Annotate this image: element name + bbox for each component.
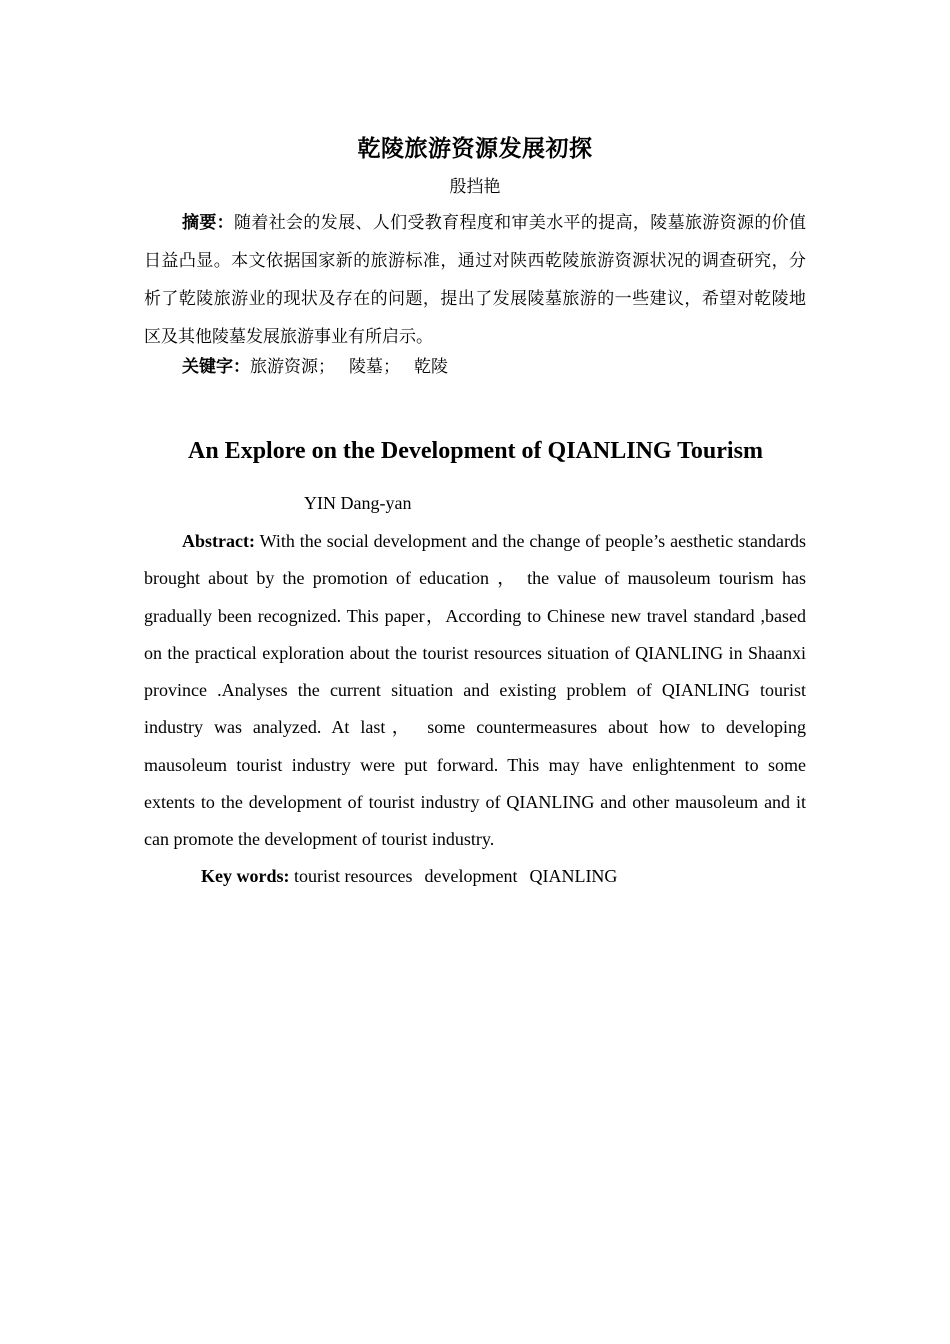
chinese-title: 乾陵旅游资源发展初探 [357,136,593,162]
chinese-abstract-label: 摘要： [182,213,235,233]
english-keyword: development [424,866,518,886]
chinese-author: 殷挡艳 [449,177,501,197]
english-abstract-text: With the social development and the change of people’s aesthetic standards brought about by the promotion of education ， the value of mausoleum tourism has gradually been recognized. This paper，According to Chinese new travel standard ,based on the practical exploration about the tourist resources situation of QIANLING in Shaanxi province .Analyses the current situation and existing problem of QIANLING tourist industry was analyzed. At last， some countermeasures about how to developing mausoleum tourist industry were put forward. This may have enlightenment to some extents to the development of tourist industry of QIANLING and other mausoleum and it can promote the development of tourist industry. [144,531,806,850]
english-keyword: tourist resources [294,866,413,886]
chinese-keywords [182,351,462,383]
english-keyword: QIANLING [529,866,618,886]
english-title: An Explore on the Development of QIANLING Tourism [188,438,763,464]
chinese-abstract [144,204,806,356]
english-keywords-label: Key words: [201,866,290,886]
english-abstract [144,523,806,859]
english-abstract-label: Abstract: [182,531,255,551]
english-keywords [201,861,629,891]
english-author: YIN Dang-yan [304,493,412,513]
chinese-abstract-text: 随着社会的发展、人们受教育程度和审美水平的提高，陵墓旅游资源的价值日益凸显。本文依据国家新的旅游标准，通过对陕西乾陵旅游资源状况的调查研究，分析了乾陵旅游业的现状及存在的问题，提出了发展陵墓旅游的一些建议，希望对乾陵地区及其他陵墓发展旅游事业有所启示。 [144,213,807,347]
chinese-keyword: 旅游资源； [250,357,335,377]
chinese-keyword: 乾陵 [414,357,448,377]
chinese-keywords-label: 关键字： [182,357,250,377]
chinese-keyword: 陵墓； [349,357,400,377]
